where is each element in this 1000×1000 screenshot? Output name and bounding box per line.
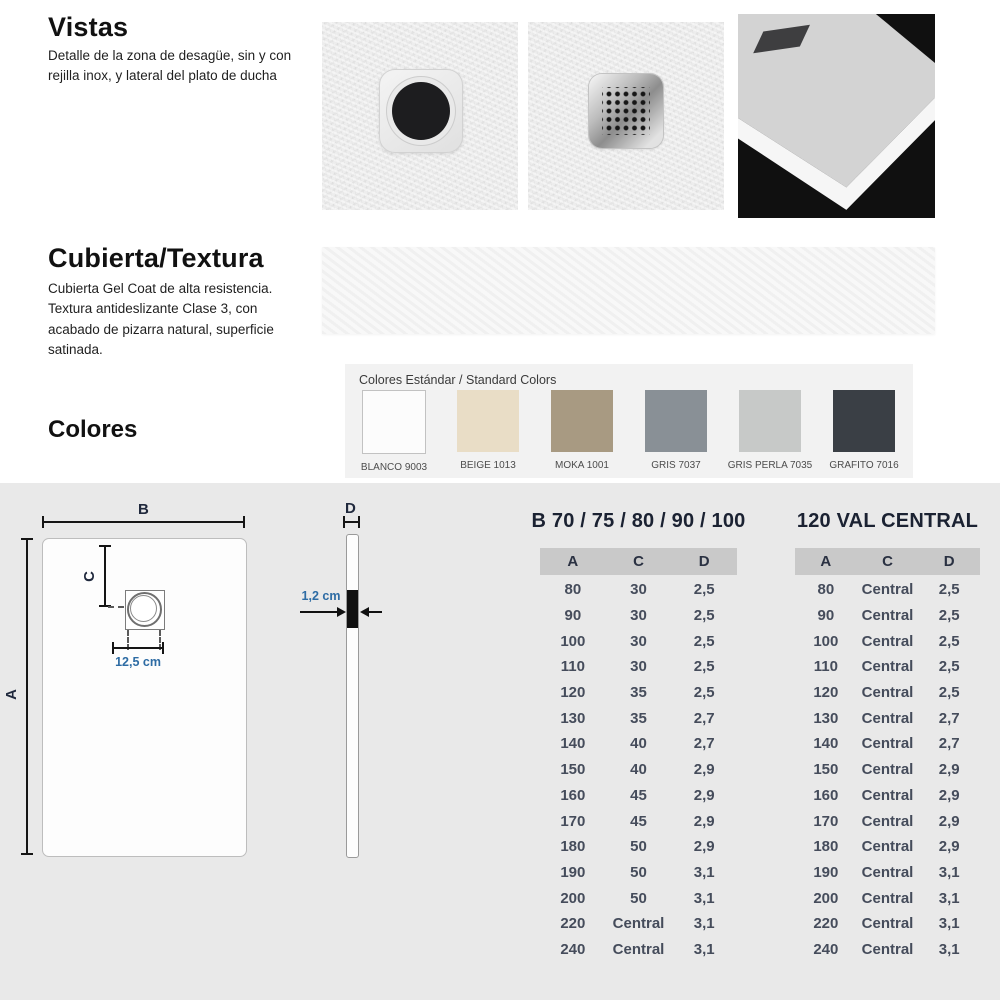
drain-size-label: 12,5 cm (115, 655, 161, 669)
table-row (540, 577, 737, 603)
table-cell: 100 (560, 632, 586, 650)
table-row (540, 680, 737, 706)
table-cell: 2,7 (693, 709, 715, 727)
table-cell: 90 (817, 607, 835, 625)
table-row (540, 757, 737, 783)
grid-holes-icon (602, 87, 650, 135)
table-cell: 30 (630, 581, 647, 599)
table-cell: 2,7 (938, 735, 960, 753)
table-cell: 50 (630, 838, 647, 856)
column-header: C (882, 553, 893, 570)
color-swatch-label: MOKA 1001 (555, 460, 609, 471)
table-cell: 80 (817, 581, 835, 599)
table-row (540, 885, 737, 911)
table-cell: 2,9 (938, 786, 960, 804)
dash-to-drain (108, 606, 124, 608)
table-cell: 2,9 (693, 786, 715, 804)
table-row (540, 860, 737, 886)
table-title: 120 VAL CENTRAL (796, 510, 979, 532)
table-cell: 200 (560, 889, 586, 907)
cubierta-description: Cubierta Gel Coat de alta resistencia. Textura antideslizante Clase 3, con acabado de pizarra natural, superficie satinada. (48, 281, 274, 357)
table-cell: 3,1 (693, 915, 715, 933)
table-cell: 240 (813, 940, 839, 958)
table-cell: 3,1 (938, 940, 960, 958)
table-cell: Central (861, 684, 914, 702)
table-cell: 30 (630, 607, 647, 625)
table-cell: 2,5 (938, 658, 960, 676)
table-cell: 120 (813, 684, 839, 702)
table-cell: Central (861, 632, 914, 650)
table-cell: 100 (813, 632, 839, 650)
table-row (540, 628, 737, 654)
table-cell: 2,9 (693, 812, 715, 830)
column-header: A (820, 553, 832, 570)
table-cell: 170 (560, 812, 586, 830)
table-cell: 35 (630, 684, 647, 702)
table-cell: Central (612, 915, 665, 933)
table-cell: Central (861, 838, 914, 856)
dim-line-d (343, 521, 360, 523)
table-cell: 140 (560, 735, 586, 753)
table-cell: Central (861, 915, 914, 933)
tray-side-view (346, 534, 359, 858)
table-cell: 2,5 (938, 581, 960, 599)
table-cell: 2,7 (693, 735, 715, 753)
table-cell: 2,9 (938, 838, 960, 856)
color-swatch-label: GRAFITO 7016 (829, 460, 899, 471)
table-cell: 170 (813, 812, 839, 830)
column-header: A (567, 553, 579, 570)
drain-hole-icon (392, 82, 450, 140)
color-swatch (739, 390, 801, 452)
table-row (540, 783, 737, 809)
arrow-right-icon (300, 611, 344, 613)
drain-recess (379, 69, 463, 153)
table-cell: 2,9 (693, 761, 715, 779)
table-row (795, 628, 980, 654)
table-row (795, 808, 980, 834)
vistas-description: Detalle de la zona de desagüe, sin y con rejilla inox, y lateral del plato de ducha (48, 48, 292, 84)
color-swatch (645, 390, 707, 452)
table-cell: 40 (630, 761, 647, 779)
table-body (795, 577, 980, 962)
color-swatch-label: GRIS PERLA 7035 (727, 460, 813, 471)
table-row (795, 834, 980, 860)
tray-corner-photo (738, 14, 935, 218)
table-cell: 50 (630, 863, 647, 881)
texture-sample-image (322, 247, 935, 334)
table-cell: 90 (564, 607, 582, 625)
tray-top-view (42, 538, 247, 857)
color-swatch-item (441, 390, 535, 473)
table-row (795, 577, 980, 603)
color-swatch-label: GRIS 7037 (651, 460, 701, 471)
table-header (540, 548, 737, 575)
table-cell: Central (861, 786, 914, 804)
standard-colors-panel (345, 364, 913, 478)
table-cell: 80 (564, 581, 582, 599)
table-cell: 220 (560, 915, 586, 933)
table-cell: 130 (813, 709, 839, 727)
color-swatch (551, 390, 613, 452)
table-cell: 2,5 (938, 607, 960, 625)
table-cell: 3,1 (693, 863, 715, 881)
table-cell: 40 (630, 735, 647, 753)
table-row (795, 911, 980, 937)
table-header (795, 548, 980, 575)
dim-line-drain-size (112, 647, 164, 649)
color-swatch-item (535, 390, 629, 473)
table-cell: 160 (813, 786, 839, 804)
inox-grid-plate (589, 74, 663, 148)
table-cell: Central (861, 761, 914, 779)
table-cell: Central (861, 658, 914, 676)
table-cell: Central (612, 940, 665, 958)
table-row (795, 680, 980, 706)
table-cell: 2,9 (938, 761, 960, 779)
table-cell: Central (861, 581, 914, 599)
table-cell: 2,5 (938, 632, 960, 650)
colores-title: Colores (48, 416, 138, 443)
table-cell: 180 (560, 838, 586, 856)
table-cell: 3,1 (938, 915, 960, 933)
column-header: C (633, 553, 644, 570)
color-swatch-label: BLANCO 9003 (360, 462, 428, 473)
table-cell: Central (861, 889, 914, 907)
table-body (540, 577, 737, 962)
table-row (795, 860, 980, 886)
table-cell: Central (861, 735, 914, 753)
color-swatch-item (347, 390, 441, 473)
vistas-title: Vistas (48, 12, 129, 42)
table-row (540, 911, 737, 937)
table-cell: 200 (813, 889, 839, 907)
table-cell: 35 (630, 709, 647, 727)
table-cell: 2,5 (693, 607, 715, 625)
table-row (540, 731, 737, 757)
table-cell: 180 (813, 838, 839, 856)
table-cell: 45 (630, 786, 647, 804)
column-header: D (943, 553, 955, 570)
table-row (795, 705, 980, 731)
table-cell: 30 (630, 658, 647, 676)
table-cell: 220 (813, 915, 839, 933)
color-swatch-item (629, 390, 723, 473)
table-row (795, 603, 980, 629)
table-row (795, 654, 980, 680)
table-cell: Central (861, 607, 914, 625)
table-cell: 2,7 (938, 709, 960, 727)
table-cell: 3,1 (938, 889, 960, 907)
table-cell: 240 (560, 940, 586, 958)
table-cell: 3,1 (693, 889, 715, 907)
table-row (540, 603, 737, 629)
table-cell: 190 (560, 863, 586, 881)
table-title: B 70 / 75 / 80 / 90 / 100 (531, 510, 746, 532)
table-cell: 3,1 (693, 940, 715, 958)
color-swatch (457, 390, 519, 452)
table-row (795, 783, 980, 809)
table-cell: 110 (560, 658, 585, 676)
table-cell: Central (861, 863, 914, 881)
table-cell: Central (861, 940, 914, 958)
table-cell: 30 (630, 632, 647, 650)
column-header: D (698, 553, 710, 570)
table-row (795, 937, 980, 963)
swatch-row (347, 390, 911, 473)
color-swatch (833, 390, 895, 452)
drain-inox-grid-photo (528, 22, 724, 210)
table-cell: 110 (813, 658, 838, 676)
table-row (540, 705, 737, 731)
table-row (795, 757, 980, 783)
table-row (540, 834, 737, 860)
table-row (540, 937, 737, 963)
table-cell: 140 (813, 735, 839, 753)
table-cell: 2,9 (938, 812, 960, 830)
table-cell: 150 (813, 761, 839, 779)
table-cell: 2,9 (693, 838, 715, 856)
color-swatch (362, 390, 426, 454)
table-cell: Central (861, 812, 914, 830)
table-row (540, 654, 737, 680)
table-cell: 2,5 (938, 684, 960, 702)
table-cell: 50 (630, 889, 647, 907)
table-row (795, 731, 980, 757)
dim-label-c: C (80, 571, 98, 582)
table-cell: 130 (560, 709, 586, 727)
table-cell: 2,5 (693, 632, 715, 650)
dim-line-c (104, 545, 106, 607)
table-cell: 160 (560, 786, 586, 804)
table-row (795, 885, 980, 911)
dim-line-a (26, 538, 28, 855)
table-row (540, 808, 737, 834)
cubierta-title: Cubierta/Textura (48, 243, 264, 273)
color-swatch-label: BEIGE 1013 (460, 460, 516, 471)
table-cell: Central (861, 709, 914, 727)
drain-circle-inner (130, 595, 157, 622)
dim-label-a: A (2, 689, 20, 700)
edge-thickness-label: 1,2 cm (301, 589, 341, 603)
dim-line-b (42, 521, 245, 523)
table-cell: 2,5 (693, 684, 715, 702)
standard-colors-label: Colores Estándar / Standard Colors (359, 373, 557, 387)
dim-label-d: D (345, 500, 356, 517)
side-drain-section (347, 590, 358, 628)
table-cell: 190 (813, 863, 839, 881)
drain-top-view (125, 590, 165, 630)
color-swatch-item (723, 390, 817, 473)
drain-no-grid-photo (322, 22, 518, 210)
table-cell: 2,5 (693, 658, 715, 676)
table-cell: 2,5 (693, 581, 715, 599)
table-cell: 3,1 (938, 863, 960, 881)
table-cell: 120 (560, 684, 586, 702)
dim-label-b: B (138, 501, 149, 518)
table-cell: 150 (560, 761, 586, 779)
arrow-left-icon (362, 611, 382, 613)
table-cell: 45 (630, 812, 647, 830)
color-swatch-item (817, 390, 911, 473)
